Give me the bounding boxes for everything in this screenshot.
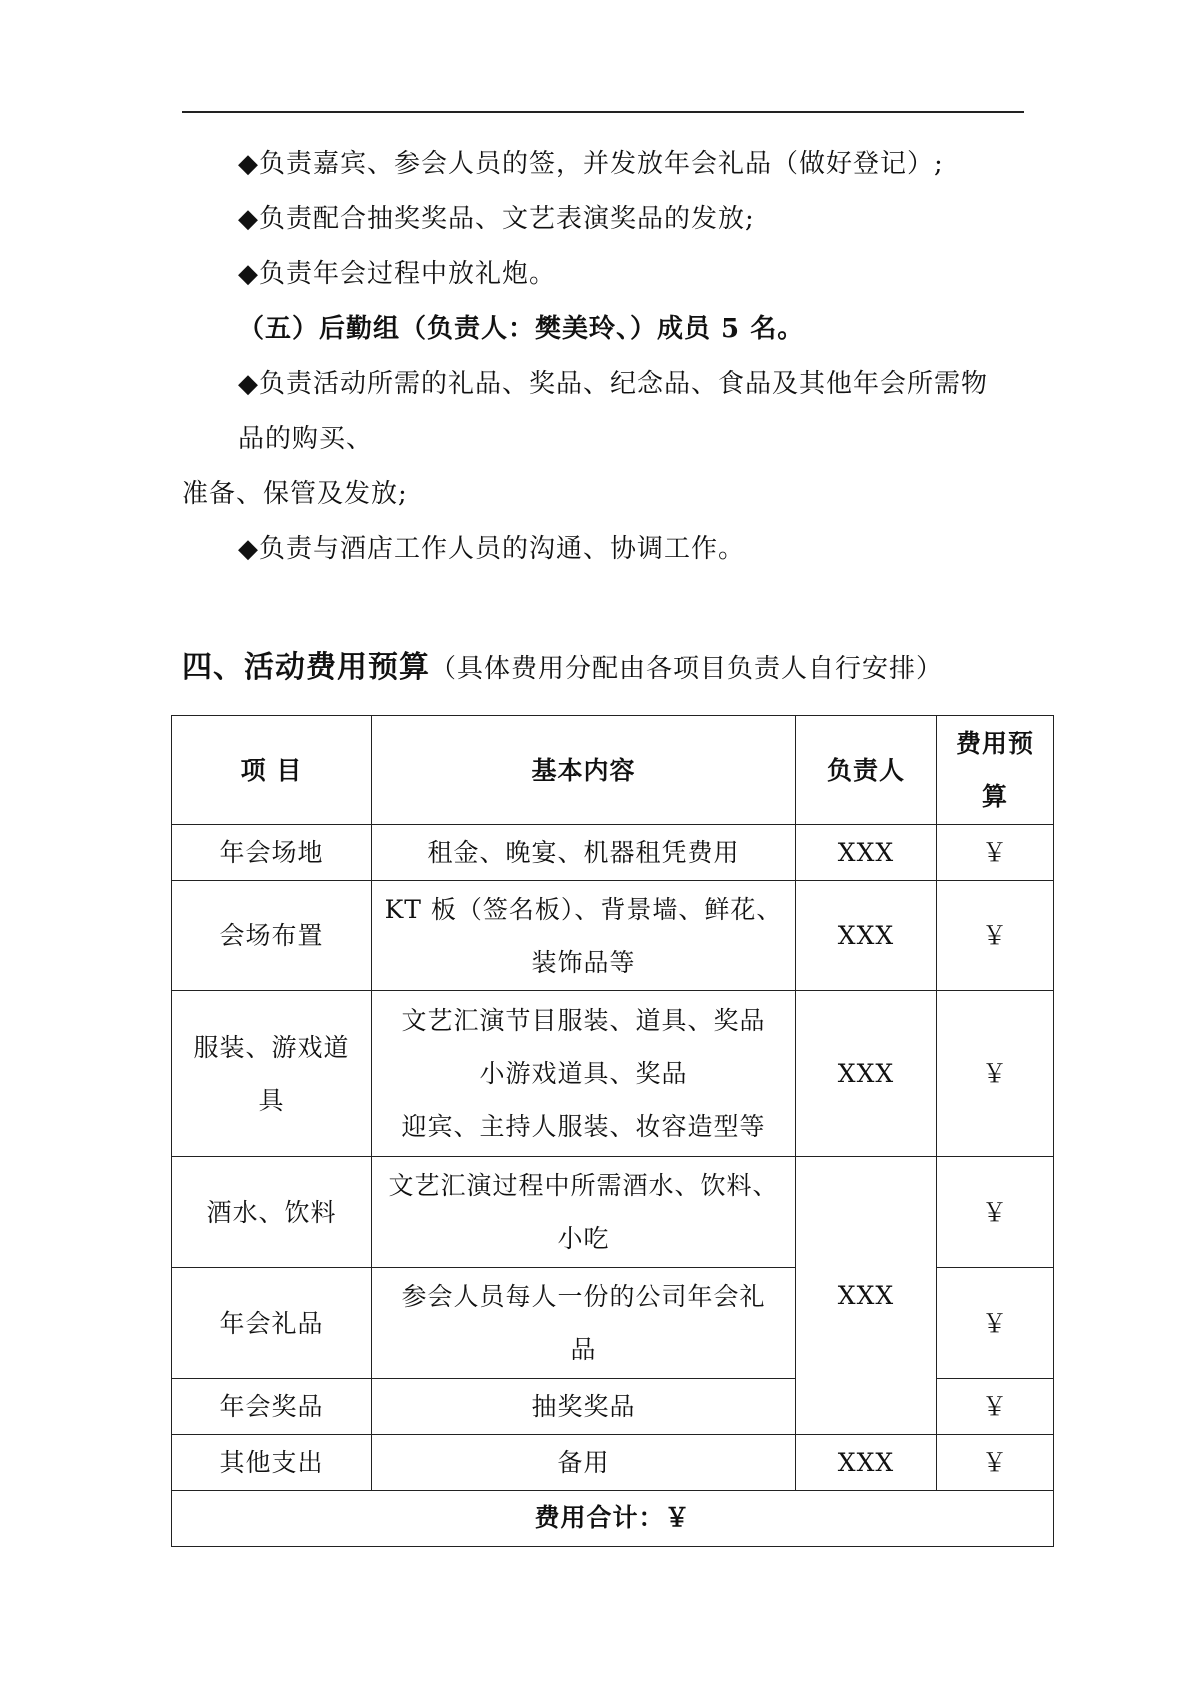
row-budget: ￥ <box>937 1268 1054 1379</box>
row-content-line: 租金、晚宴、机器租凭费用 <box>427 838 740 867</box>
row-item: 会场布置 <box>172 881 372 991</box>
row-item: 酒水、饮料 <box>172 1157 372 1268</box>
row-budget: ￥ <box>937 1435 1054 1491</box>
row-content <box>372 1157 796 1268</box>
row-content-line: 小吃 <box>557 1224 610 1253</box>
row-owner: XXX <box>796 1435 937 1491</box>
row-content-line: 品 <box>570 1335 597 1364</box>
row-item: 年会场地 <box>172 825 372 881</box>
header-item: 项 目 <box>172 716 372 825</box>
header-budget <box>937 716 1054 825</box>
row-content-line: KT 板（签名板）、背景墙、鲜花、 <box>384 894 783 924</box>
row-content-line: 装饰品等 <box>531 947 636 977</box>
row-item-line: 具 <box>258 1085 285 1115</box>
row-content-line: 参会人员每人一份的公司年会礼 <box>401 1282 766 1311</box>
row-content-line: 文艺汇演过程中所需酒水、饮料、 <box>388 1171 779 1200</box>
row-item: 年会礼品 <box>172 1268 372 1379</box>
row-content-line: 抽奖奖品 <box>531 1392 636 1421</box>
row-content <box>372 1268 796 1379</box>
row-content <box>372 825 796 881</box>
table-total-row <box>172 1491 1054 1547</box>
row-budget: ￥ <box>937 1157 1054 1268</box>
row-budget: ￥ <box>937 1379 1054 1435</box>
row-budget: ￥ <box>937 881 1054 991</box>
header-budget-line1: 费用预 <box>955 729 1034 758</box>
budget-table <box>171 715 1054 1547</box>
table-header-row <box>172 716 1054 825</box>
row-item <box>172 991 372 1157</box>
header-content: 基本内容 <box>372 716 796 825</box>
row-content-line: 文艺汇演节目服装、道具、奖品 <box>401 1006 766 1035</box>
row-content <box>372 881 796 991</box>
row-owner: XXX <box>796 991 937 1157</box>
row-budget: ￥ <box>937 991 1054 1157</box>
duty-line-2: ◆负责配合抽奖奖品、文艺表演奖品的发放; <box>238 204 755 234</box>
duty-line-3: ◆负责年会过程中放礼炮。 <box>238 259 556 289</box>
group5-item1-line2: 品的购买、 <box>238 424 374 454</box>
group5-title: （五）后勤组（负责人：樊美玲、）成员 5 名。 <box>238 314 805 344</box>
group5-item1-line3: 准备、保管及发放; <box>182 479 408 509</box>
row-owner: XXX <box>796 881 937 991</box>
row-item: 其他支出 <box>172 1435 372 1491</box>
table-row <box>172 991 1054 1157</box>
row-content <box>372 991 796 1157</box>
total-cell: 费用合计：￥ <box>172 1491 1054 1547</box>
row-content-line: 迎宾、主持人服装、妆容造型等 <box>401 1112 766 1141</box>
table-row <box>172 1435 1054 1491</box>
row-content-line: 小游戏道具、奖品 <box>479 1059 688 1088</box>
header-owner: 负责人 <box>796 716 937 825</box>
row-item-line: 服装、游戏道 <box>193 1032 350 1062</box>
section4-heading <box>182 650 943 687</box>
row-owner: XXX <box>796 825 937 881</box>
row-content <box>372 1435 796 1491</box>
group5-item1-line1: ◆负责活动所需的礼品、奖品、纪念品、食品及其他年会所需物 <box>238 369 988 399</box>
row-budget: ￥ <box>937 825 1054 881</box>
row-item: 年会奖品 <box>172 1379 372 1435</box>
section4-note: （具体费用分配由各项目负责人自行安排） <box>430 654 944 684</box>
section4-title: 四、活动费用预算 <box>182 650 430 685</box>
table-row <box>172 1157 1054 1268</box>
table-row <box>172 825 1054 881</box>
duty-line-1: ◆负责嘉宾、参会人员的签，并发放年会礼品（做好登记）; <box>238 149 944 179</box>
merged-owner: XXX <box>796 1157 937 1435</box>
row-content <box>372 1379 796 1435</box>
header-budget-line2: 算 <box>981 782 1008 811</box>
table-row <box>172 881 1054 991</box>
group5-item2: ◆负责与酒店工作人员的沟通、协调工作。 <box>238 534 745 564</box>
row-content-line: 备用 <box>557 1448 610 1477</box>
header-rule <box>182 111 1024 113</box>
